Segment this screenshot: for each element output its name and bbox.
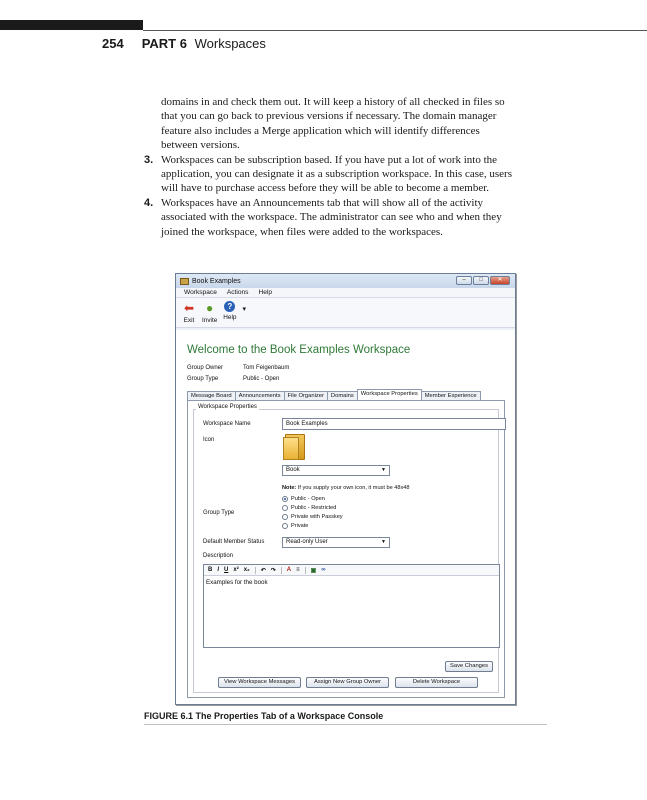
description-editor[interactable] xyxy=(203,564,500,648)
menu-actions[interactable]: Actions xyxy=(226,289,249,296)
list-item xyxy=(144,196,544,239)
radio-label: Private xyxy=(291,523,309,529)
group-type-value: Public - Open xyxy=(243,376,280,382)
member-status-select[interactable] xyxy=(282,537,390,548)
window-controls xyxy=(456,276,510,285)
tab-domains[interactable]: Domains xyxy=(327,391,358,401)
help-button[interactable] xyxy=(223,301,236,324)
insert-link-icon[interactable]: ∞ xyxy=(321,567,326,573)
help-icon: ? xyxy=(224,301,235,312)
workspace-name-label: Workspace Name xyxy=(203,421,251,427)
workspace-name-input[interactable]: Book Examples xyxy=(282,418,506,430)
icon-select[interactable] xyxy=(282,465,390,476)
save-changes-button[interactable]: Save Changes xyxy=(445,661,493,672)
delete-workspace-button[interactable]: Delete Workspace xyxy=(395,677,478,688)
member-status-value: Read-only User xyxy=(286,539,328,545)
text-line: that you can go back to previous versions if necessary. The domain manager xyxy=(161,110,497,123)
description-text[interactable]: Examples for the book xyxy=(206,579,268,586)
icon-note xyxy=(282,485,409,491)
tab-file-organizer[interactable]: File Organizer xyxy=(284,391,328,401)
font-color-icon[interactable]: A xyxy=(286,567,292,573)
superscript-button[interactable]: x² xyxy=(233,567,239,573)
text-line: Workspaces can be subscription based. If you have put a lot of work into the xyxy=(161,153,498,166)
continuation-paragraph xyxy=(144,95,544,153)
header-bar xyxy=(0,20,143,30)
list-icon[interactable]: ≡ xyxy=(296,567,300,573)
text-line: will have to purchase access before they will be able to become a member. xyxy=(161,182,490,195)
book-folder-icon xyxy=(283,434,305,460)
invite-user-icon: ● xyxy=(206,301,214,315)
text-line: Workspaces have an Announcements tab that will show all of the activity xyxy=(161,196,484,209)
group-type-field-label: Group Type xyxy=(203,510,235,516)
member-status-label: Default Member Status xyxy=(203,539,265,545)
body-text xyxy=(144,95,544,239)
invite-button[interactable] xyxy=(202,301,217,324)
chevron-down-icon: ▼ xyxy=(381,467,386,473)
radio-label: Public - Open xyxy=(291,496,325,502)
bold-button[interactable]: B xyxy=(208,567,213,573)
minimize-button[interactable]: – xyxy=(456,276,472,285)
list-item xyxy=(144,153,544,196)
undo-icon[interactable]: ↶ xyxy=(260,567,266,574)
window-title: Book Examples xyxy=(192,277,241,285)
invite-label: Invite xyxy=(202,317,218,324)
workspace-window xyxy=(175,273,516,705)
menu-workspace[interactable]: Workspace xyxy=(184,289,217,296)
radio-public-restricted[interactable] xyxy=(282,505,336,511)
list-number: 3. xyxy=(144,153,154,166)
radio-private[interactable] xyxy=(282,523,308,529)
description-label: Description xyxy=(203,553,234,559)
group-owner-label: Group Owner xyxy=(187,365,224,371)
view-messages-button[interactable]: View Workspace Messages xyxy=(218,677,301,688)
properties-fieldset xyxy=(193,409,499,693)
radio-button[interactable] xyxy=(282,514,288,520)
radio-button[interactable] xyxy=(282,496,288,502)
header-rule xyxy=(143,30,647,31)
radio-private-passkey[interactable] xyxy=(282,514,343,520)
tab-member-experience[interactable]: Member Experience xyxy=(421,391,481,401)
icon-label: Icon xyxy=(203,437,215,443)
toolbar-separator xyxy=(281,567,282,574)
figure-caption: FIGURE 6.1 The Properties Tab of a Workspace Console xyxy=(144,711,384,721)
assign-owner-button[interactable]: Assign New Group Owner xyxy=(306,677,389,688)
exit-arrow-icon: ⬅ xyxy=(183,301,195,315)
toolbar xyxy=(176,298,515,328)
radio-label: Private with Passkey xyxy=(291,514,343,520)
caption-rule xyxy=(144,724,547,725)
italic-button[interactable]: I xyxy=(217,567,220,573)
icon-select-value: Book xyxy=(286,467,300,473)
note-bold: Note: xyxy=(282,485,297,491)
text-line: application, you can designate it as a subscription workspace. In this case, users xyxy=(161,168,512,181)
group-owner-row xyxy=(187,365,289,371)
radio-button[interactable] xyxy=(282,523,288,529)
text-line: between versions. xyxy=(161,139,240,152)
chevron-down-icon: ▼ xyxy=(381,539,386,545)
insert-image-icon[interactable]: ▣ xyxy=(310,567,317,574)
title-bar[interactable] xyxy=(176,274,515,288)
editor-toolbar xyxy=(204,565,499,576)
workspace-app-icon xyxy=(180,278,189,285)
welcome-heading: Welcome to the Book Examples Workspace xyxy=(187,344,411,356)
toolbar-separator xyxy=(305,567,306,574)
group-type-label: Group Type xyxy=(187,376,219,382)
radio-button[interactable] xyxy=(282,505,288,511)
page-number: 254 xyxy=(102,36,124,51)
running-header xyxy=(102,36,266,51)
subscript-button[interactable]: x₂ xyxy=(243,567,250,573)
list-number: 4. xyxy=(144,196,154,209)
tab-message-board[interactable]: Message Board xyxy=(187,391,236,401)
exit-label: Exit xyxy=(183,317,195,324)
text-line: domains in and check them out. It will keep a history of all checked in files so xyxy=(161,96,505,108)
part-heading xyxy=(142,36,266,51)
note-text: If you supply your own icon, it must be 48x48 xyxy=(296,485,410,491)
text-line: associated with the workspace. The administrator can see who and when they xyxy=(161,211,502,224)
exit-button[interactable] xyxy=(182,301,196,324)
group-owner-value: Tom Feigenbaum xyxy=(243,365,290,371)
properties-legend: Workspace Properties xyxy=(198,404,257,410)
text-line: joined the workspace, when files were added to the workspaces. xyxy=(161,225,443,238)
radio-label: Public - Restricted xyxy=(291,505,337,511)
help-label: Help xyxy=(223,314,237,321)
menu-help[interactable]: Help xyxy=(258,289,273,296)
redo-icon[interactable]: ↷ xyxy=(270,567,276,574)
maximize-button[interactable]: □ xyxy=(473,276,489,285)
menu-bar xyxy=(176,288,515,298)
underline-button[interactable]: U xyxy=(224,567,229,573)
group-type-row xyxy=(187,376,279,382)
part-label: PART 6 xyxy=(141,36,187,51)
text-line: feature also includes a Merge application which will identify differences xyxy=(161,124,480,137)
radio-public-open[interactable] xyxy=(282,496,325,502)
part-title: Workspaces xyxy=(194,36,266,51)
properties-panel xyxy=(187,400,505,698)
tab-announcements[interactable]: Announcements xyxy=(235,391,285,401)
tab-workspace-properties[interactable]: Workspace Properties xyxy=(357,389,422,401)
close-button[interactable]: ✕ xyxy=(490,276,510,285)
toolbar-separator xyxy=(255,567,256,574)
workspace-content xyxy=(176,330,515,704)
help-dropdown-icon[interactable]: ▾ xyxy=(242,306,246,313)
